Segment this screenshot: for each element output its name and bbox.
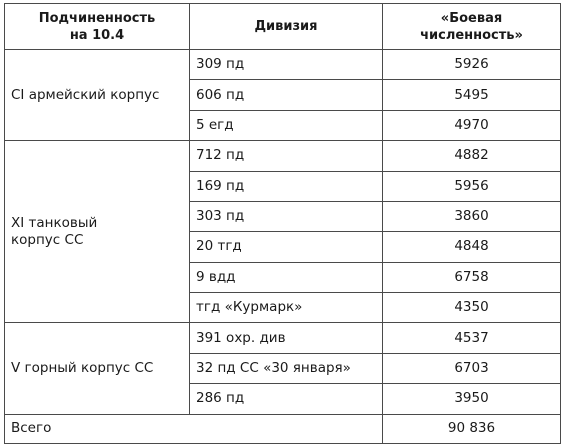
division-cell: 712 пд — [190, 141, 383, 171]
division-cell: 606 пд — [190, 80, 383, 110]
subordination-cell: CI армейский корпус — [5, 50, 190, 141]
subordination-cell: XI танковый корпус СС — [5, 141, 190, 323]
strength-cell: 4537 — [383, 323, 561, 353]
header-row — [5, 4, 561, 50]
division-cell: тгд «Курмарк» — [190, 293, 383, 323]
division-cell: 309 пд — [190, 50, 383, 80]
division-cell: 169 пд — [190, 171, 383, 201]
strength-cell: 4350 — [383, 293, 561, 323]
strength-table — [4, 3, 561, 444]
division-cell: 391 охр. див — [190, 323, 383, 353]
table-row — [5, 50, 561, 80]
strength-cell: 6758 — [383, 262, 561, 292]
division-cell: 32 пд СС «30 января» — [190, 353, 383, 383]
division-cell: 5 егд — [190, 110, 383, 140]
total-label: Всего — [5, 414, 383, 444]
division-cell: 286 пд — [190, 384, 383, 414]
strength-cell: 4882 — [383, 141, 561, 171]
total-row — [5, 414, 561, 444]
strength-cell: 6703 — [383, 353, 561, 383]
header-strength: «Боевая численность» — [383, 4, 561, 50]
strength-cell: 4848 — [383, 232, 561, 262]
division-cell: 20 тгд — [190, 232, 383, 262]
total-value: 90 836 — [383, 414, 561, 444]
strength-cell: 5495 — [383, 80, 561, 110]
strength-cell: 5926 — [383, 50, 561, 80]
strength-cell: 5956 — [383, 171, 561, 201]
strength-cell: 3950 — [383, 384, 561, 414]
header-subordination: Подчиненность на 10.4 — [5, 4, 190, 50]
division-cell: 303 пд — [190, 201, 383, 231]
header-division: Дивизия — [190, 4, 383, 50]
subordination-cell: V горный корпус СС — [5, 323, 190, 414]
strength-cell: 4970 — [383, 110, 561, 140]
table-row — [5, 323, 561, 353]
division-cell: 9 вдд — [190, 262, 383, 292]
strength-cell: 3860 — [383, 201, 561, 231]
table-row — [5, 141, 561, 171]
